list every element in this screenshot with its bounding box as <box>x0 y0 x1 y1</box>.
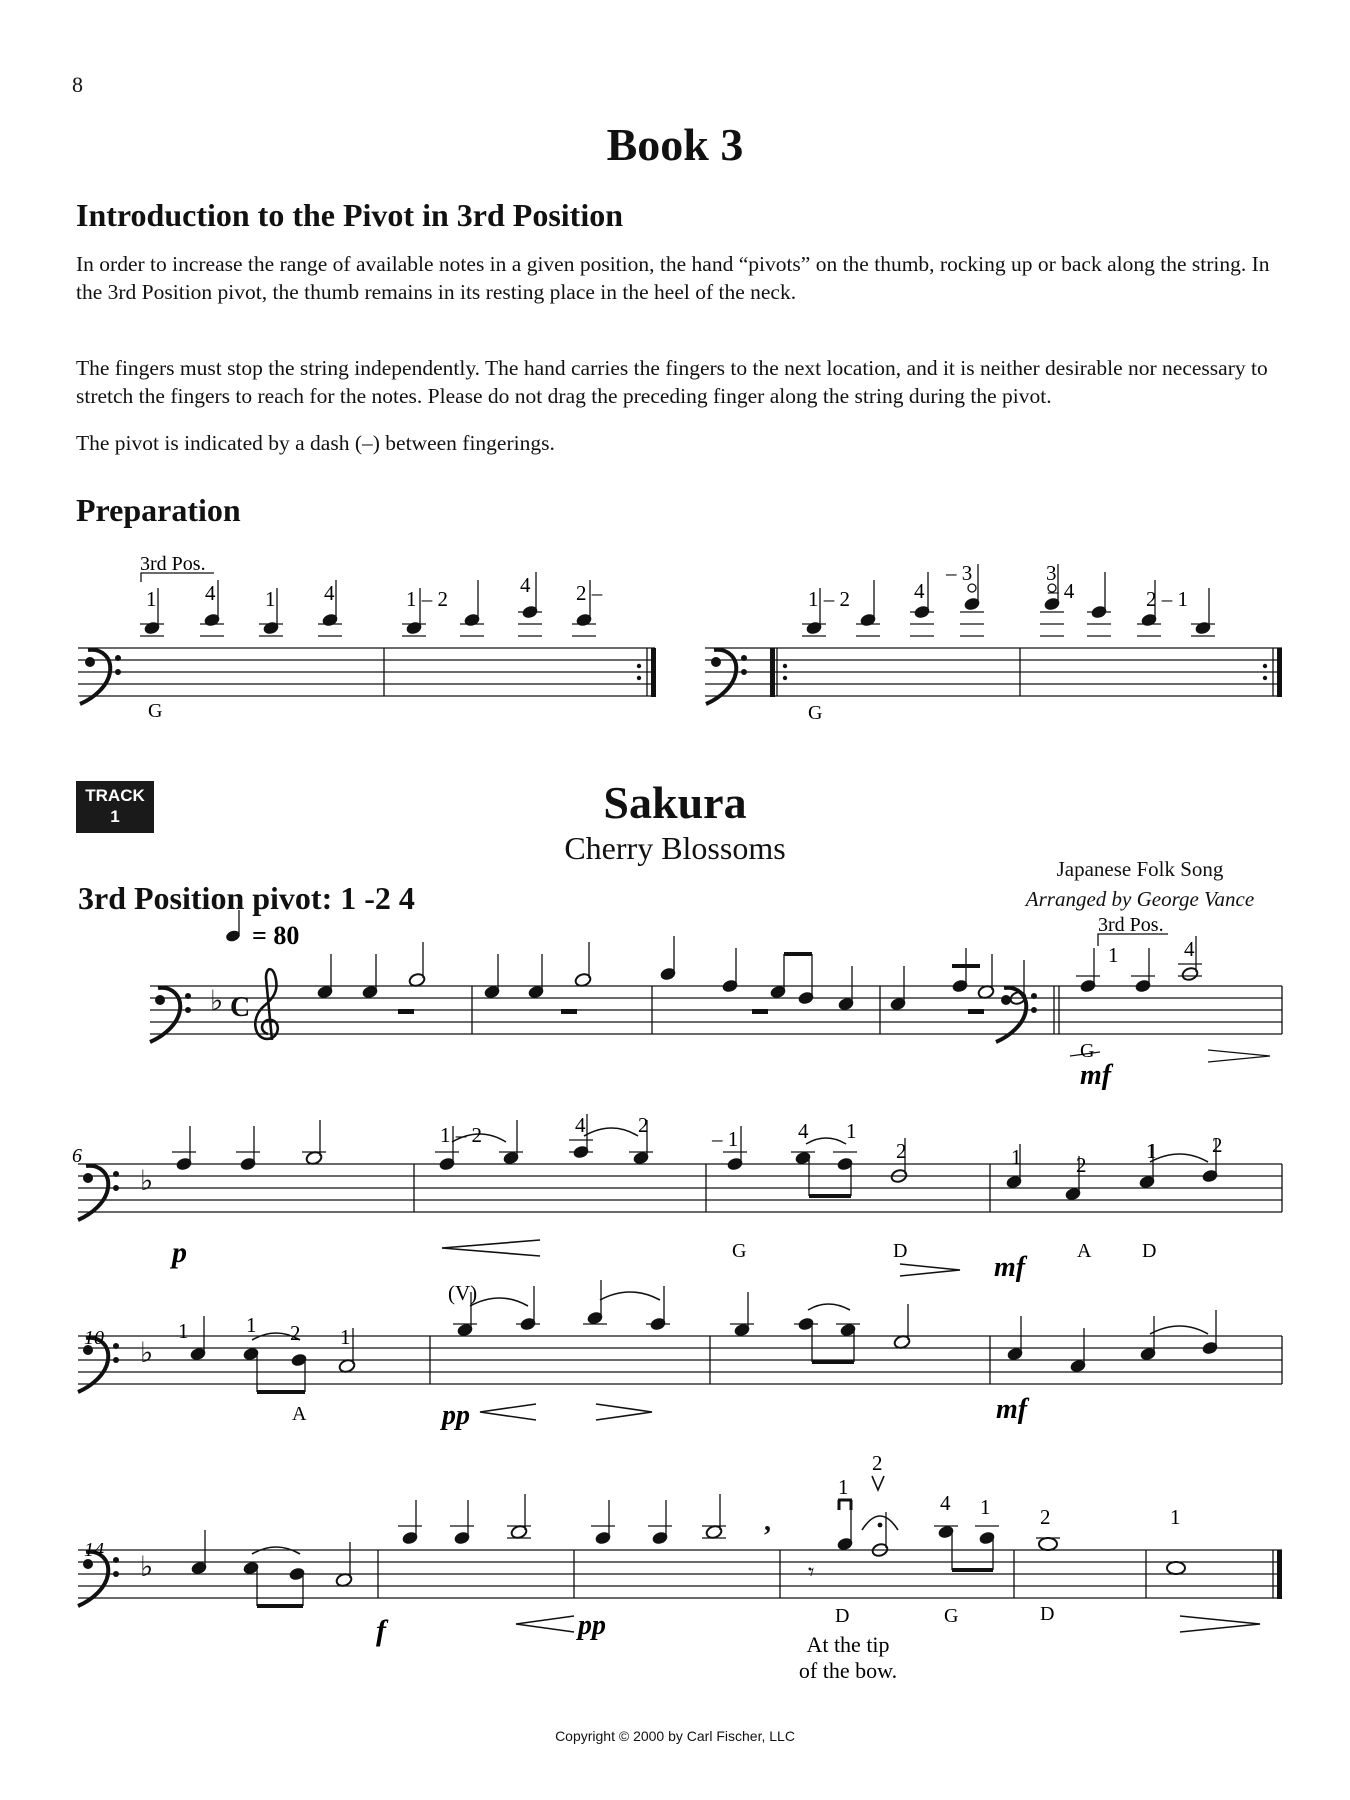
bow-mark: (V) <box>448 1281 478 1305</box>
sakura-line-3 <box>78 1280 1282 1431</box>
flat-icon: ♭ <box>140 1552 154 1583</box>
rest-icon: 𝄾 <box>808 1560 815 1586</box>
fingering: 3 <box>1046 561 1057 585</box>
fingering: 2 – 1 <box>1146 587 1188 611</box>
dynamic-p: p <box>172 1236 187 1269</box>
composer: Japanese Folk Song <box>1056 857 1224 881</box>
string-label: G <box>732 1240 747 1262</box>
fingering: 1 <box>340 1325 351 1349</box>
fingering: 4 <box>1184 937 1195 961</box>
sakura-line-4 <box>78 1451 1282 1683</box>
flat-icon: ♭ <box>210 986 224 1017</box>
fingering: 1 <box>178 1319 189 1343</box>
tip-note: At the tip <box>806 1632 890 1657</box>
sakura-line-2 <box>72 1113 1282 1283</box>
song-position-label: 3rd Pos. <box>1098 914 1164 936</box>
fingering: 1 <box>1170 1505 1181 1529</box>
string-label: A <box>1077 1240 1092 1262</box>
flat-icon: ♭ <box>140 1338 154 1369</box>
intro-paragraph-1: In order to increase the range of available notes in a given position, the hand “pivots” on the thumb, rocking up or back along the string. In the 3rd Position pivot, the thumb remains in its resting place in the heel of the neck. <box>76 252 1270 304</box>
fingering: 4 <box>520 573 531 597</box>
fingering: 1 <box>146 587 157 611</box>
fingering: 2 <box>872 1451 883 1475</box>
fingering: 1 – 2 <box>406 587 448 611</box>
page-number: 8 <box>72 72 83 97</box>
fingering: 1 <box>1146 1139 1157 1163</box>
string-label: A <box>292 1403 307 1425</box>
down-bow-icon <box>838 1500 852 1510</box>
intro-paragraph-3: The pivot is indicated by a dash (–) between fingerings. <box>76 431 555 455</box>
song-title: Sakura <box>603 777 747 828</box>
string-label: G <box>808 702 823 724</box>
dynamic-f: f <box>376 1614 386 1647</box>
fingering: 2 <box>1212 1133 1223 1157</box>
fingering: 1 <box>265 587 276 611</box>
fingering: 1 <box>980 1495 991 1519</box>
fingering: 4 <box>798 1119 809 1143</box>
arranger: Arranged by George Vance <box>1025 887 1255 911</box>
fingering: 4 <box>940 1491 951 1515</box>
fingering: 1 <box>846 1119 857 1143</box>
flat-icon: ♭ <box>140 1166 154 1197</box>
fingering: 1 – 2 <box>808 587 850 611</box>
fingering: 2 – <box>576 581 603 605</box>
measure-number: 14 <box>84 1539 104 1561</box>
fingering: 1 <box>1108 943 1119 967</box>
fingering: 2 <box>1076 1153 1087 1177</box>
track-label: TRACK <box>85 786 145 805</box>
string-label: G <box>148 700 163 722</box>
fingering: 4 <box>205 581 216 605</box>
fingering: 2 <box>896 1139 907 1163</box>
common-time-icon: C <box>230 992 251 1023</box>
song-subtitle: Cherry Blossoms <box>564 830 786 866</box>
fingering: 1 <box>1011 1145 1022 1169</box>
tip-note: of the bow. <box>798 1658 898 1683</box>
measure-number: 10 <box>84 1327 104 1349</box>
treble-clef-icon <box>255 969 278 1040</box>
fingering: – 3 <box>946 561 973 585</box>
fingering: 1 – 2 <box>440 1123 482 1147</box>
fingering: 2 <box>290 1321 301 1345</box>
fingering: 4 <box>914 579 925 603</box>
string-label: D <box>835 1605 850 1627</box>
dynamic-mf: mf <box>996 1394 1028 1425</box>
track-number: 1 <box>110 807 120 826</box>
sakura-line-1 <box>150 910 1282 1091</box>
breath-mark-icon: , <box>764 1506 771 1537</box>
string-label: G <box>944 1605 959 1627</box>
fingering: 2 <box>638 1113 649 1137</box>
intro-paragraph-2: The fingers must stop the string independently. The hand carries the fingers to the next location, and it is neither desirable nor necessary to stretch the fingers to reach for the notes. Please do not drag the preceding finger along the string during the pivot. <box>76 356 1268 408</box>
prep-staff-1 <box>78 553 656 722</box>
fingering: 4 <box>324 581 335 605</box>
tempo-marking: = 80 <box>252 921 300 950</box>
dynamic-pp: pp <box>578 1610 606 1641</box>
fingering: 2 <box>1040 1505 1051 1529</box>
prep-position-label: 3rd Pos. <box>140 553 206 575</box>
fingering: – 1 <box>712 1127 739 1151</box>
dynamic-mf: mf <box>1080 1060 1112 1091</box>
fingering: 1 <box>838 1475 849 1499</box>
dynamic-pp: pp <box>442 1400 470 1431</box>
copyright: Copyright © 2000 by Carl Fischer, LLC <box>555 1728 795 1744</box>
fingering: – 4 <box>1048 579 1075 603</box>
string-label: D <box>1040 1603 1055 1625</box>
prep-staff-2 <box>705 561 1282 724</box>
dynamic-mf: mf <box>994 1252 1026 1283</box>
measure-number: 6 <box>72 1145 82 1167</box>
book-title: Book 3 <box>606 119 744 170</box>
intro-heading: Introduction to the Pivot in 3rd Position <box>76 197 623 233</box>
fingering: 4 <box>575 1113 586 1137</box>
string-label: D <box>1142 1240 1157 1262</box>
preparation-heading: Preparation <box>76 492 241 528</box>
string-label: D <box>893 1240 908 1262</box>
fingering: 1 <box>246 1313 257 1337</box>
pivot-heading: 3rd Position pivot: 1 -2 4 <box>78 880 415 916</box>
string-label: G <box>1080 1040 1095 1062</box>
